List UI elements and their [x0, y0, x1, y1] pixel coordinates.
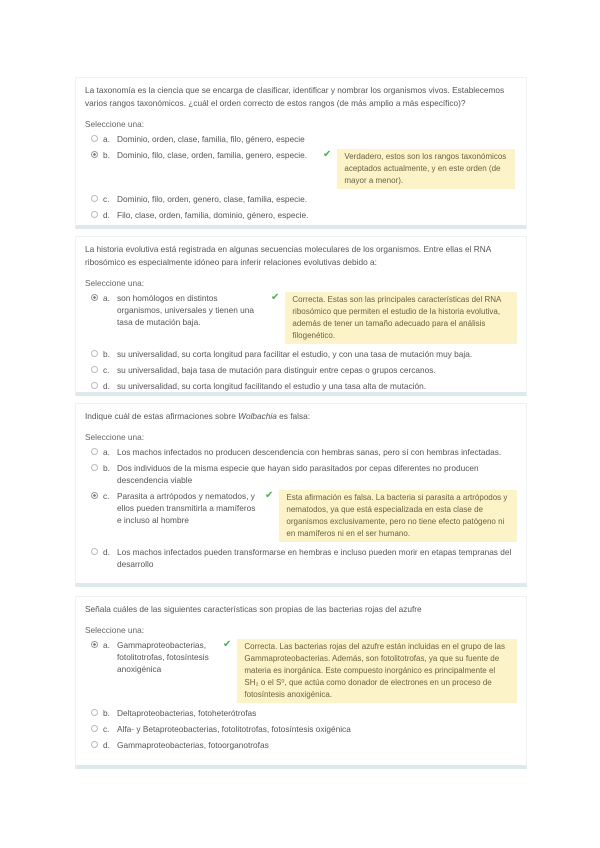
- question-text: Señala cuáles de las siguientes características son propias de las bacterias rojas del azufre: [85, 604, 422, 614]
- radio-button[interactable]: [91, 741, 98, 748]
- option-letter: b.: [103, 150, 110, 160]
- option-b[interactable]: [85, 707, 517, 719]
- select-prompt: Seleccione una:: [85, 432, 145, 442]
- option-a[interactable]: [85, 292, 517, 344]
- check-icon: ✔: [265, 490, 274, 501]
- option-text: Parasita a artrópodos y nematodos, y ellos pueden transmitirla a mamíferos e incluso al hombre: [117, 491, 256, 525]
- option-letter: c.: [103, 491, 110, 501]
- option-b[interactable]: [85, 462, 517, 486]
- question-text: La taxonomía es la ciencia que se encarga de clasificar, identificar y nombrar los organismos vivos. Establecemos varios rangos taxonómicos. ¿cuál el orden correcto de estos rangos (de más amplio a más específico)?: [85, 85, 505, 108]
- check-icon: ✔: [223, 639, 232, 650]
- option-c[interactable]: [85, 193, 517, 205]
- option-letter: c.: [103, 724, 110, 734]
- option-d[interactable]: [85, 739, 517, 751]
- option-d[interactable]: [85, 209, 517, 221]
- option-letter: d.: [103, 547, 110, 557]
- option-text: Gammaproteobacterias, fotoorganotrofas: [117, 740, 269, 750]
- select-prompt: Seleccione una:: [85, 625, 145, 635]
- option-letter: c.: [103, 365, 110, 375]
- option-letter: d.: [103, 210, 110, 220]
- option-text: Los machos infectados no producen descendencia con hembras sanas, pero sí con hembras infectadas.: [117, 447, 502, 457]
- radio-button[interactable]: [91, 709, 98, 716]
- option-letter: d.: [103, 740, 110, 750]
- option-letter: a.: [103, 293, 110, 303]
- option-c[interactable]: [85, 490, 517, 542]
- option-text: son homólogos en distintos organismos, universales y tienen una tasa de mutación baja.: [117, 293, 254, 327]
- question-text: Indique cuál de estas afirmaciones sobre Wolbachia es falsa:: [85, 411, 311, 421]
- option-text: su universalidad, baja tasa de mutación para distinguir entre cepas o grupos cercanos.: [117, 365, 436, 375]
- option-c[interactable]: [85, 723, 517, 735]
- option-d[interactable]: [85, 546, 517, 570]
- option-text: Dominio, filo, orden, genero, clase, familia, especie.: [117, 194, 308, 204]
- select-prompt: Seleccione una:: [85, 278, 145, 288]
- option-b[interactable]: [85, 149, 517, 189]
- radio-button-selected[interactable]: [91, 151, 98, 158]
- option-text: Alfa- y Betaproteobacterias, fotolitotrofas, fotosíntesis oxigénica: [117, 724, 351, 734]
- option-letter: d.: [103, 381, 110, 391]
- option-a[interactable]: [85, 133, 517, 145]
- option-text: Gammaproteobacterias, fotolitotrofas, fotosíntesis anoxigénica: [117, 640, 209, 674]
- radio-button[interactable]: [91, 366, 98, 373]
- option-text: su universalidad, su corta longitud facilitando el estudio y una tasa alta de mutación.: [117, 381, 427, 391]
- option-text: Los machos infectados pueden transformarse en hembras e incluso pueden morir en etapas tempranas del desarrollo: [117, 547, 512, 569]
- radio-button-selected[interactable]: [91, 492, 98, 499]
- question-card-3: [75, 403, 527, 587]
- option-letter: a.: [103, 640, 110, 650]
- option-text: Dos individuos de la misma especie que hayan sido parasitados por cepas diferentes no producen descendencia viable: [117, 463, 479, 485]
- option-letter: a.: [103, 447, 110, 457]
- radio-button[interactable]: [91, 382, 98, 389]
- option-letter: b.: [103, 708, 110, 718]
- feedback-box: Correcta. Las bacterias rojas del azufre están incluidas en el grupo de las Gammaproteobacterias. Además, son fotolitotrofas, ya que su fuente de materia es inorgánica. Este compuesto inorgánico es principalmente el SH₂ o el S⁰, que actúa como donador de electrones en un proceso de fotosíntesis anoxigénica.: [237, 639, 517, 703]
- radio-button-selected[interactable]: [91, 294, 98, 301]
- question-card-4: [75, 596, 527, 769]
- radio-button[interactable]: [91, 350, 98, 357]
- option-text: Dominio, filo, clase, orden, familia, genero, especie.: [117, 150, 308, 160]
- option-a[interactable]: [85, 639, 517, 703]
- feedback-box: Esta afirmación es falsa. La bacteria si parasita a artrópodos y nematodos, ya que está especializada en esta clase de organismos exclusivamente, pero no tiene efecto patógeno ni en mamíferos ni en el ser humano.: [279, 490, 517, 542]
- option-letter: b.: [103, 349, 110, 359]
- question-card-1: [75, 77, 527, 229]
- check-icon: ✔: [271, 292, 280, 303]
- option-letter: b.: [103, 463, 110, 473]
- option-d[interactable]: [85, 380, 517, 392]
- radio-button[interactable]: [91, 725, 98, 732]
- radio-button[interactable]: [91, 548, 98, 555]
- question-text: La historia evolutiva está registrada en algunas secuencias moleculares de los organismos. Entre ellas el RNA ribosómico es especialmente idóneo para inferir relaciones evolutivas debido a:: [85, 244, 491, 267]
- option-letter: a.: [103, 134, 110, 144]
- feedback-box: Correcta. Estas son las principales características del RNA ribosómico que permiten el estudio de la historia evolutiva, además de tener un tamaño adecuado para el análisis filogenético.: [285, 292, 517, 344]
- option-b[interactable]: [85, 348, 517, 360]
- option-text: su universalidad, su corta longitud para facilitar el estudio, y con una tasa de mutación muy baja.: [117, 349, 473, 359]
- feedback-box: Verdadero, estos son los rangos taxonómicos aceptados actualmente, y en este orden (de mayor a menor).: [337, 149, 515, 189]
- option-a[interactable]: [85, 446, 517, 458]
- radio-button[interactable]: [91, 195, 98, 202]
- option-text: Filo, clase, orden, familia, dominio, género, especie.: [117, 210, 309, 220]
- radio-button[interactable]: [91, 211, 98, 218]
- option-c[interactable]: [85, 364, 517, 376]
- radio-button[interactable]: [91, 135, 98, 142]
- radio-button[interactable]: [91, 448, 98, 455]
- option-text: Deltaproteobacterias, fotoheterótrofas: [117, 708, 257, 718]
- radio-button[interactable]: [91, 464, 98, 471]
- select-prompt: Seleccione una:: [85, 119, 145, 129]
- check-icon: ✔: [323, 149, 332, 160]
- option-text: Dominio, orden, clase, familia, filo, género, especie: [117, 134, 305, 144]
- radio-button-selected[interactable]: [91, 641, 98, 648]
- option-letter: c.: [103, 194, 110, 204]
- question-card-2: [75, 236, 527, 396]
